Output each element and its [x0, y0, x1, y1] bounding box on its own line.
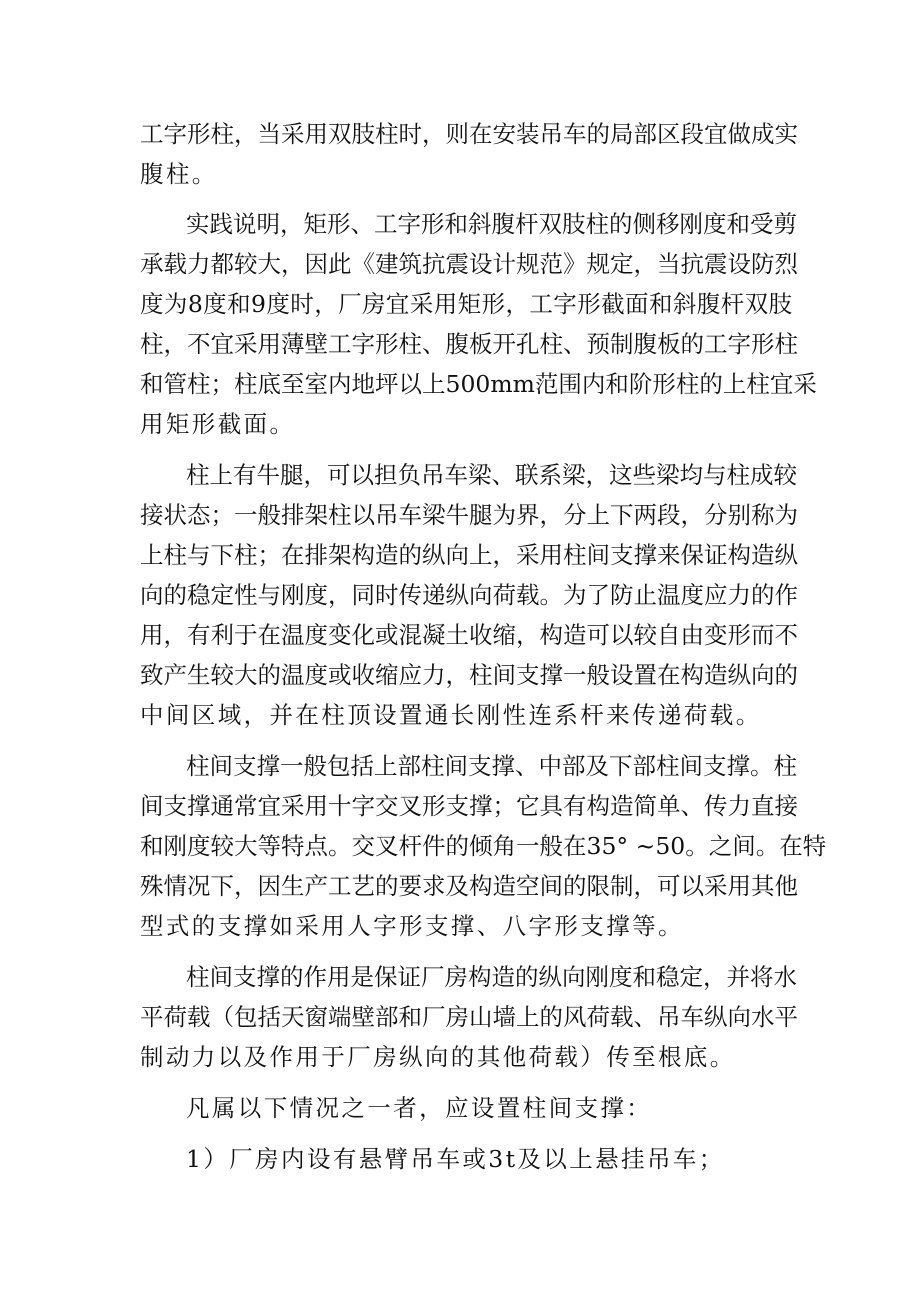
paragraph-line: 柱，不宜采用薄壁工字形柱、腹板开孔柱、预制腹板的工字形柱: [140, 330, 798, 358]
paragraph-line: 殊情况下，因生产工艺的要求及构造空间的限制，可以采用其他: [140, 872, 798, 900]
paragraph-line: 型式的支撑如采用人字形支撑、八字形支撑等。: [140, 912, 684, 940]
paragraph-line: 接状态；一般排架柱以吊车梁牛腿为界，分上下两段，分别称为: [140, 501, 798, 529]
paragraph-line: 平荷载（包括天窗端壁部和厂房山墙上的风荷载、吊车纵向水平: [140, 1003, 798, 1031]
paragraph-line: 用矩形截面。: [140, 410, 296, 438]
paragraph-line: 承载力都较大，因此《建筑抗震设计规范》规定，当抗震设防烈: [140, 250, 798, 278]
paragraph-line: 度为8度和9度时，厂房宜采用矩形，工字形截面和斜腹杆双肢: [140, 290, 792, 318]
paragraph-line: 柱间支撑的作用是保证厂房构造的纵向刚度和稳定，并将水: [186, 963, 797, 991]
paragraph-line: 上柱与下柱；在排架构造的纵向上，采用柱间支撑来保证构造纵: [140, 541, 798, 569]
list-item: 1）厂房内设有悬臂吊车或3t及以上悬挂吊车；: [186, 1145, 725, 1173]
paragraph-line: 向的稳定性与刚度，同时传递纵向荷载。为了防止温度应力的作: [140, 581, 798, 609]
paragraph-line: 间支撑通常宜采用十字交叉形支撑；它具有构造简单、传力直接: [140, 792, 798, 820]
paragraph-line: 凡属以下情况之一者，应设置柱间支撑：: [186, 1094, 653, 1122]
paragraph-line: 致产生较大的温度或收缩应力，柱间支撑一般设置在构造纵向的: [140, 661, 798, 689]
paragraph-line: 用，有利于在温度变化或混凝土收缩，构造可以较自由变形而不: [140, 621, 798, 649]
paragraph-line: 柱间支撑一般包括上部柱间支撑、中部及下部柱间支撑。柱: [186, 752, 797, 780]
paragraph-line: 和管柱；柱底至室内地坪以上500mm范围内和阶形柱的上柱宜采: [140, 370, 817, 398]
paragraph-line: 工字形柱，当采用双肢柱时，则在安装吊车的局部区段宜做成实: [140, 120, 798, 148]
paragraph-line: 中间区域，并在柱顶设置通长刚性连系杆来传递荷载。: [140, 701, 762, 729]
paragraph-line: 柱上有牛腿，可以担负吊车梁、联系梁，这些梁均与柱成较: [186, 461, 797, 489]
paragraph-line: 腹柱。: [140, 160, 218, 188]
paragraph-line: 制动力以及作用于厂房纵向的其他荷载）传至根底。: [140, 1043, 736, 1071]
paragraph-line: 和刚度较大等特点。交叉杆件的倾角一般在35° ~50。之间。在特: [140, 832, 827, 860]
paragraph-line: 实践说明，矩形、工字形和斜腹杆双肢柱的侧移刚度和受剪: [186, 210, 797, 238]
